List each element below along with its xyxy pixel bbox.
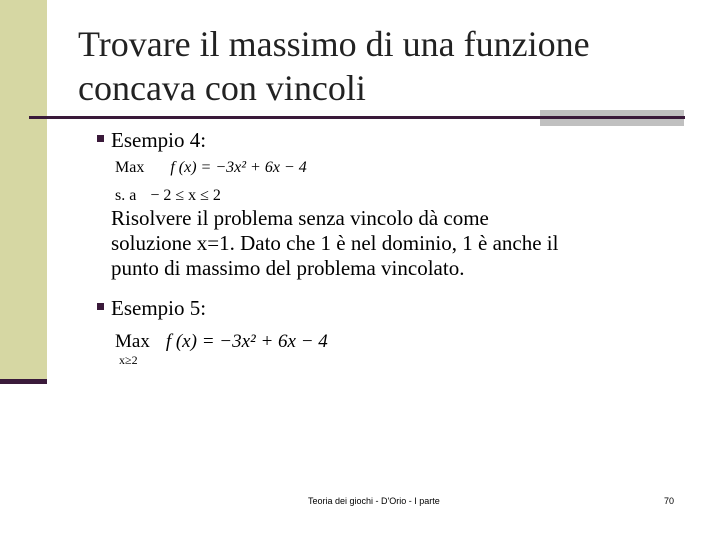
paragraph-line: soluzione x=1. Dato che 1 è nel dominio, 1 è anche il: [111, 231, 559, 255]
example-5-objective: [115, 330, 328, 354]
max-subscript: x≥2: [119, 353, 138, 367]
objective-expression: f (x) = −3x² + 6x − 4: [165, 331, 328, 352]
example-5-heading: Esempio 5:: [111, 296, 207, 320]
paragraph-line: punto di massimo del problema vincolato.: [111, 256, 465, 280]
objective-label: Max: [115, 159, 145, 176]
title-line-1: Trovare il massimo di una funzione: [78, 24, 590, 64]
paragraph-line: Risolvere il problema senza vincolo dà come: [111, 206, 489, 230]
example-4-heading: Esempio 4:: [111, 128, 207, 152]
side-bar-edge: [0, 379, 47, 384]
footer-text: Teoria dei giochi - D'Orio - I parte: [308, 496, 440, 506]
title-line-2: concava con vincoli: [78, 68, 366, 108]
bullet-square-icon: [97, 135, 104, 142]
slide-title: [78, 22, 688, 110]
objective-expression: f (x) = −3x² + 6x − 4: [170, 159, 307, 176]
example-4-objective: [115, 156, 307, 180]
constraint-expression: − 2 ≤ x ≤ 2: [150, 187, 221, 204]
page-number: 70: [664, 496, 675, 506]
decorative-side-bar: [0, 0, 47, 383]
title-rule: [29, 116, 685, 119]
constraint-label: s. a: [115, 187, 137, 204]
bullet-square-icon: [97, 303, 104, 310]
example-4-constraint: [115, 184, 221, 208]
example-4-explanation: [111, 206, 558, 281]
objective-label: Max: [115, 331, 150, 352]
